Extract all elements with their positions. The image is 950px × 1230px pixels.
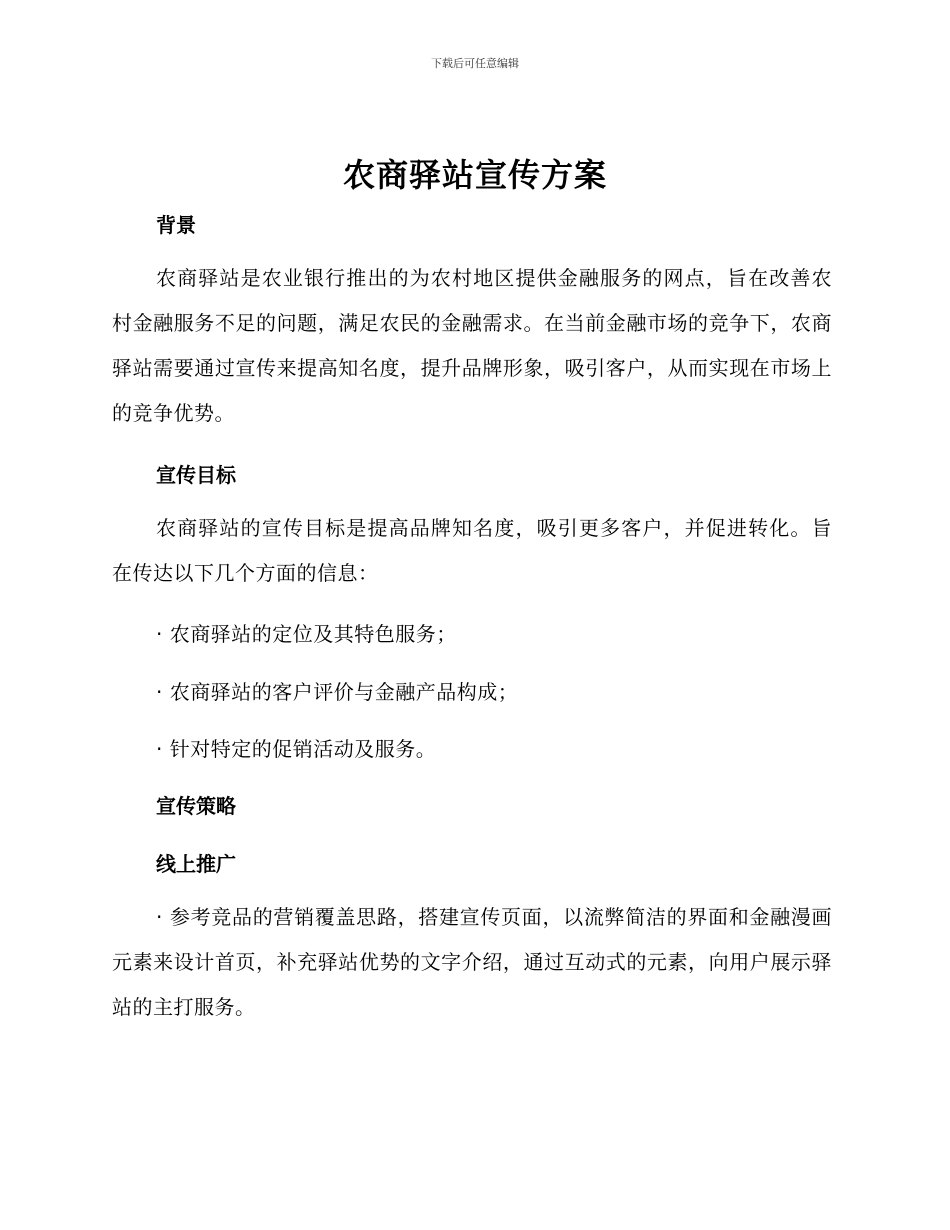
background-paragraph: 农商驿站是农业银行推出的为农村地区提供金融服务的网点，旨在改善农村金融服务不足的问题，满足农民的金融需求。在当前金融市场的竞争下，农商驿站需要通过宣传来提高知名度，提升品牌形象，吸引客户，从而实现在市场上的竞争优势。 bbox=[112, 266, 832, 425]
subsection-heading-online: 线上推广 bbox=[156, 852, 236, 876]
section-heading-background: 背景 bbox=[156, 213, 196, 237]
goal-bullet-item: · 针对特定的促销活动及服务。 bbox=[156, 737, 437, 761]
goal-bullet-item: · 农商驿站的定位及其特色服务； bbox=[156, 622, 457, 646]
section-heading-goal: 宣传目标 bbox=[156, 463, 236, 487]
online-paragraph: · 参考竞品的营销覆盖思路，搭建宣传页面，以流弊简洁的界面和金融漫画元素来设计首页，补充驿站优势的文字介绍，通过互动式的元素，向用户展示驿站的主打服务。 bbox=[112, 905, 832, 1019]
goal-bullet-item: · 农商驿站的客户评价与金融产品构成； bbox=[156, 680, 519, 704]
goal-paragraph: 农商驿站的宣传目标是提高品牌知名度，吸引更多客户，并促进转化。旨在传达以下几个方面的信息： bbox=[112, 516, 832, 585]
header-note: 下载后可任意编辑 bbox=[431, 57, 519, 70]
document-title: 农商驿站宣传方案 bbox=[342, 156, 607, 194]
section-heading-strategy: 宣传策略 bbox=[156, 794, 236, 818]
